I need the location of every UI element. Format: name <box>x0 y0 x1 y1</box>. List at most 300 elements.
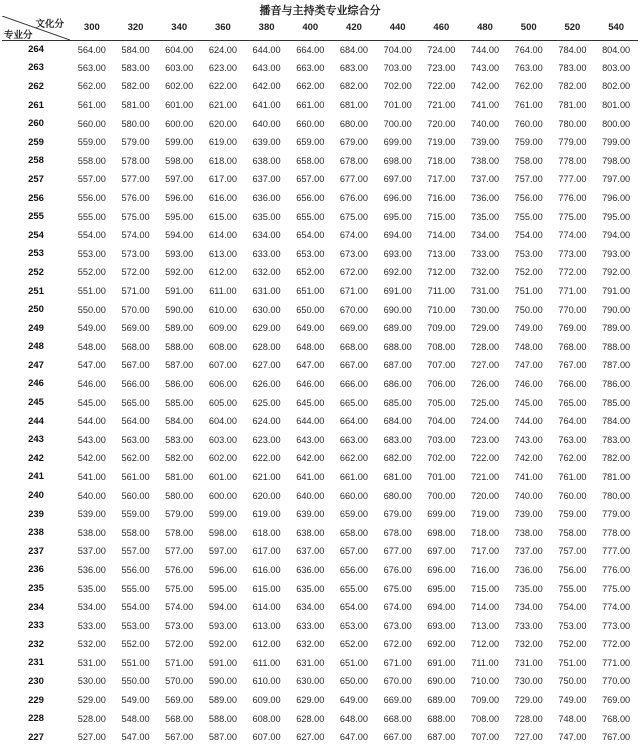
combined-score-cell: 739.00 <box>514 509 543 520</box>
combined-score-cell: 601.00 <box>165 100 194 111</box>
combined-score-cell: 670.00 <box>383 676 412 687</box>
corner-cell <box>2 16 70 40</box>
combined-score-cell: 766.00 <box>558 378 587 389</box>
combined-score-cell: 540.00 <box>77 490 106 501</box>
combined-score-cell: 710.00 <box>470 676 500 687</box>
major-score-cell: 248 <box>28 341 44 353</box>
column-header: 400 <box>288 16 332 40</box>
combined-score-cell: 776.00 <box>602 564 631 575</box>
combined-score-cell: 557.00 <box>77 174 106 185</box>
combined-score-cell: 572.00 <box>121 267 150 278</box>
column-header: 440 <box>376 16 420 40</box>
combined-score-cell: 653.00 <box>339 620 369 631</box>
combined-score-cell: 712.00 <box>427 267 456 278</box>
table-row <box>2 189 638 208</box>
combined-score-cell: 758.00 <box>558 527 587 538</box>
combined-score-cell: 558.00 <box>121 527 150 538</box>
combined-score-cell: 570.00 <box>121 304 150 315</box>
combined-score-cell: 573.00 <box>121 248 150 259</box>
combined-score-cell: 749.00 <box>514 323 543 334</box>
combined-score-cell: 544.00 <box>77 416 106 427</box>
combined-score-cell: 762.00 <box>514 81 543 92</box>
combined-score-cell: 771.00 <box>602 657 631 668</box>
combined-score-cell: 637.00 <box>252 174 281 185</box>
table-row <box>2 263 638 282</box>
combined-score-cell: 671.00 <box>383 657 412 668</box>
combined-score-cell: 689.00 <box>383 323 412 334</box>
combined-score-cell: 581.00 <box>165 471 194 482</box>
combined-score-cell: 584.00 <box>165 416 194 427</box>
combined-score-cell: 645.00 <box>296 397 325 408</box>
combined-score-cell: 623.00 <box>208 62 237 73</box>
combined-score-cell: 589.00 <box>208 695 237 706</box>
table-row <box>2 96 638 115</box>
combined-score-cell: 588.00 <box>165 341 194 352</box>
combined-score-cell: 770.00 <box>602 676 631 687</box>
combined-score-cell: 778.00 <box>558 155 587 166</box>
combined-score-cell: 803.00 <box>602 62 631 73</box>
table-row <box>2 654 638 673</box>
combined-score-cell: 604.00 <box>208 416 237 427</box>
combined-score-cell: 551.00 <box>77 286 106 297</box>
combined-score-cell: 657.00 <box>296 174 325 185</box>
combined-score-cell: 531.00 <box>77 657 106 668</box>
combined-score-cell: 652.00 <box>296 267 325 278</box>
combined-score-cell: 704.00 <box>427 416 456 427</box>
table-row <box>2 356 638 375</box>
combined-score-cell: 752.00 <box>514 267 543 278</box>
combined-score-cell: 624.00 <box>252 416 281 427</box>
combined-score-cell: 736.00 <box>470 193 500 204</box>
combined-score-cell: 655.00 <box>339 583 369 594</box>
combined-score-cell: 724.00 <box>427 44 456 55</box>
combined-score-cell: 654.00 <box>339 602 369 613</box>
combined-score-cell: 750.00 <box>558 676 587 687</box>
combined-score-cell: 666.00 <box>339 378 369 389</box>
combined-score-cell: 741.00 <box>470 100 500 111</box>
combined-score-cell: 649.00 <box>339 695 369 706</box>
combined-score-cell: 696.00 <box>383 193 412 204</box>
major-score-cell: 240 <box>28 490 44 502</box>
combined-score-cell: 586.00 <box>165 378 194 389</box>
combined-score-cell: 662.00 <box>296 81 325 92</box>
table-row <box>2 375 638 394</box>
combined-score-cell: 547.00 <box>121 732 150 743</box>
combined-score-cell: 613.00 <box>252 620 281 631</box>
combined-score-cell: 713.00 <box>427 248 456 259</box>
combined-score-cell: 612.00 <box>208 267 237 278</box>
combined-score-cell: 647.00 <box>339 732 369 743</box>
combined-score-cell: 781.00 <box>602 471 631 482</box>
combined-score-cell: 787.00 <box>602 360 631 371</box>
combined-score-cell: 607.00 <box>208 360 237 371</box>
combined-score-cell: 626.00 <box>252 378 281 389</box>
combined-score-cell: 549.00 <box>77 323 106 334</box>
table-row <box>2 598 638 617</box>
combined-score-cell: 636.00 <box>296 564 325 575</box>
combined-score-cell: 669.00 <box>383 695 412 706</box>
table-row <box>2 170 638 189</box>
combined-score-cell: 791.00 <box>602 286 631 297</box>
combined-score-cell: 698.00 <box>383 155 412 166</box>
combined-score-cell: 687.00 <box>427 732 456 743</box>
combined-score-cell: 719.00 <box>427 137 456 148</box>
combined-score-cell: 575.00 <box>121 211 150 222</box>
combined-score-cell: 669.00 <box>339 323 369 334</box>
combined-score-cell: 632.00 <box>296 639 325 650</box>
combined-score-cell: 781.00 <box>558 100 587 111</box>
combined-score-cell: 642.00 <box>252 81 281 92</box>
major-score-cell: 264 <box>28 44 44 56</box>
combined-score-cell: 748.00 <box>514 341 543 352</box>
combined-score-cell: 783.00 <box>558 62 587 73</box>
combined-score-cell: 567.00 <box>165 732 194 743</box>
major-score-cell: 246 <box>28 378 44 390</box>
combined-score-cell: 603.00 <box>165 62 194 73</box>
combined-score-cell: 579.00 <box>165 509 194 520</box>
combined-score-cell: 563.00 <box>121 434 150 445</box>
major-score-label: 专业分 <box>4 29 33 40</box>
major-score-cell: 260 <box>28 118 44 130</box>
combined-score-cell: 785.00 <box>602 397 631 408</box>
combined-score-cell: 646.00 <box>296 378 325 389</box>
combined-score-cell: 731.00 <box>470 286 500 297</box>
combined-score-cell: 693.00 <box>383 248 412 259</box>
combined-score-cell: 702.00 <box>383 81 412 92</box>
combined-score-cell: 668.00 <box>383 713 412 724</box>
combined-score-cell: 736.00 <box>514 564 543 575</box>
table-row <box>2 40 638 59</box>
major-score-cell: 249 <box>28 322 44 334</box>
major-score-cell: 239 <box>28 508 44 520</box>
column-header: 520 <box>551 16 595 40</box>
combined-score-cell: 565.00 <box>121 397 150 408</box>
combined-score-cell: 756.00 <box>558 564 587 575</box>
combined-score-cell: 792.00 <box>602 267 631 278</box>
combined-score-cell: 618.00 <box>252 527 281 538</box>
combined-score-cell: 559.00 <box>121 509 150 520</box>
culture-score-label: 文化分 <box>35 19 64 30</box>
combined-score-cell: 630.00 <box>252 304 281 315</box>
combined-score-cell: 737.00 <box>470 174 500 185</box>
combined-score-cell: 686.00 <box>383 378 412 389</box>
combined-score-cell: 602.00 <box>165 81 194 92</box>
combined-score-cell: 722.00 <box>470 453 500 464</box>
major-score-cell: 251 <box>28 285 44 297</box>
combined-score-cell: 559.00 <box>77 137 106 148</box>
combined-score-cell: 661.00 <box>296 100 325 111</box>
combined-score-cell: 592.00 <box>208 639 237 650</box>
combined-score-cell: 708.00 <box>427 341 456 352</box>
combined-score-cell: 718.00 <box>470 527 500 538</box>
combined-score-cell: 676.00 <box>339 193 369 204</box>
combined-score-cell: 713.00 <box>470 620 500 631</box>
combined-score-cell: 654.00 <box>296 230 325 241</box>
combined-score-cell: 616.00 <box>252 564 281 575</box>
combined-score-cell: 633.00 <box>252 248 281 259</box>
combined-score-cell: 774.00 <box>602 602 631 613</box>
combined-score-cell: 789.00 <box>602 323 631 334</box>
combined-score-cell: 639.00 <box>252 137 281 148</box>
combined-score-cell: 610.00 <box>208 304 237 315</box>
combined-score-cell: 569.00 <box>121 323 150 334</box>
combined-score-cell: 658.00 <box>339 527 369 538</box>
combined-score-cell: 628.00 <box>252 341 281 352</box>
major-score-cell: 230 <box>28 675 44 687</box>
combined-score-cell: 797.00 <box>602 174 631 185</box>
major-score-cell: 256 <box>28 192 44 204</box>
combined-score-cell: 689.00 <box>427 695 456 706</box>
combined-score-cell: 804.00 <box>602 44 631 55</box>
combined-score-cell: 557.00 <box>121 546 150 557</box>
combined-score-cell: 536.00 <box>77 564 106 575</box>
combined-score-cell: 725.00 <box>470 397 500 408</box>
table-row <box>2 468 638 487</box>
combined-score-cell: 730.00 <box>470 304 500 315</box>
combined-score-cell: 799.00 <box>602 137 631 148</box>
combined-score-cell: 627.00 <box>296 732 325 743</box>
combined-score-cell: 640.00 <box>296 490 325 501</box>
combined-score-cell: 569.00 <box>165 695 194 706</box>
combined-score-cell: 698.00 <box>427 527 456 538</box>
combined-score-cell: 665.00 <box>339 397 369 408</box>
major-score-cell: 236 <box>28 564 44 576</box>
major-score-cell: 262 <box>28 80 44 92</box>
major-score-cell: 252 <box>28 266 44 278</box>
combined-score-cell: 732.00 <box>470 267 500 278</box>
combined-score-cell: 753.00 <box>558 620 587 631</box>
combined-score-cell: 590.00 <box>165 304 194 315</box>
table-row <box>2 449 638 468</box>
combined-score-cell: 700.00 <box>383 118 412 129</box>
column-header: 300 <box>70 16 114 40</box>
combined-score-cell: 728.00 <box>470 341 500 352</box>
table-row <box>2 319 638 338</box>
combined-score-cell: 777.00 <box>602 546 631 557</box>
combined-score-cell: 622.00 <box>208 81 237 92</box>
combined-score-cell: 767.00 <box>558 360 587 371</box>
combined-score-cell: 545.00 <box>77 397 106 408</box>
combined-score-cell: 641.00 <box>296 471 325 482</box>
combined-score-cell: 776.00 <box>558 193 587 204</box>
combined-score-cell: 685.00 <box>383 397 412 408</box>
combined-score-cell: 740.00 <box>514 490 543 501</box>
combined-score-cell: 664.00 <box>339 416 369 427</box>
combined-score-cell: 614.00 <box>208 230 237 241</box>
combined-score-cell: 697.00 <box>383 174 412 185</box>
combined-score-cell: 756.00 <box>514 193 543 204</box>
combined-score-cell: 800.00 <box>602 118 631 129</box>
combined-score-cell: 607.00 <box>252 732 281 743</box>
table-row <box>2 245 638 264</box>
major-score-cell: 237 <box>28 545 44 557</box>
combined-score-cell: 679.00 <box>339 137 369 148</box>
combined-score-cell: 660.00 <box>296 118 325 129</box>
major-score-cell: 257 <box>28 173 44 185</box>
combined-score-cell: 767.00 <box>602 732 631 743</box>
table-row <box>2 412 638 431</box>
combined-score-cell: 727.00 <box>470 360 500 371</box>
major-score-cell: 245 <box>28 397 44 409</box>
combined-score-cell: 743.00 <box>470 62 500 73</box>
combined-score-cell: 794.00 <box>602 230 631 241</box>
combined-score-cell: 553.00 <box>77 248 106 259</box>
combined-score-cell: 733.00 <box>514 620 543 631</box>
combined-score-cell: 580.00 <box>165 490 194 501</box>
combined-score-cell: 769.00 <box>558 323 587 334</box>
combined-score-cell: 751.00 <box>514 286 543 297</box>
combined-score-cell: 617.00 <box>208 174 237 185</box>
combined-score-cell: 755.00 <box>514 211 543 222</box>
combined-score-cell: 637.00 <box>296 546 325 557</box>
combined-score-cell: 730.00 <box>514 676 543 687</box>
combined-score-cell: 764.00 <box>514 44 543 55</box>
combined-score-cell: 739.00 <box>470 137 500 148</box>
combined-score-cell: 793.00 <box>602 248 631 259</box>
combined-score-cell: 583.00 <box>165 434 194 445</box>
combined-score-cell: 679.00 <box>383 509 412 520</box>
combined-score-cell: 552.00 <box>77 267 106 278</box>
combined-score-cell: 620.00 <box>208 118 237 129</box>
combined-score-cell: 558.00 <box>77 155 106 166</box>
combined-score-cell: 631.00 <box>252 286 281 297</box>
combined-score-cell: 784.00 <box>558 44 587 55</box>
combined-score-cell: 798.00 <box>602 155 631 166</box>
combined-score-cell: 709.00 <box>427 323 456 334</box>
combined-score-cell: 674.00 <box>339 230 369 241</box>
combined-score-cell: 687.00 <box>383 360 412 371</box>
table-row <box>2 709 638 728</box>
table-row <box>2 672 638 691</box>
combined-score-cell: 746.00 <box>514 378 543 389</box>
combined-score-cell: 638.00 <box>252 155 281 166</box>
table-body <box>2 40 638 747</box>
combined-score-cell: 582.00 <box>121 81 150 92</box>
combined-score-cell: 734.00 <box>514 602 543 613</box>
major-score-cell: 228 <box>28 713 44 725</box>
combined-score-cell: 592.00 <box>165 267 194 278</box>
combined-score-cell: 742.00 <box>514 453 543 464</box>
major-score-cell: 259 <box>28 136 44 148</box>
combined-score-cell: 731.00 <box>514 657 543 668</box>
combined-score-cell: 680.00 <box>339 118 369 129</box>
combined-score-cell: 704.00 <box>383 44 412 55</box>
combined-score-cell: 721.00 <box>427 100 456 111</box>
major-score-cell: 250 <box>28 304 44 316</box>
major-score-cell: 232 <box>28 638 44 650</box>
major-score-cell: 255 <box>28 211 44 223</box>
combined-score-cell: 609.00 <box>208 323 237 334</box>
table-row <box>2 579 638 598</box>
combined-score-cell: 676.00 <box>383 564 412 575</box>
column-header: 420 <box>332 16 376 40</box>
combined-score-cell: 790.00 <box>602 304 631 315</box>
combined-score-cell: 550.00 <box>121 676 150 687</box>
combined-score-cell: 703.00 <box>427 434 456 445</box>
combined-score-cell: 697.00 <box>427 546 456 557</box>
combined-score-cell: 620.00 <box>252 490 281 501</box>
combined-score-cell: 708.00 <box>470 713 500 724</box>
combined-score-cell: 629.00 <box>252 323 281 334</box>
combined-score-cell: 760.00 <box>514 118 543 129</box>
combined-score-cell: 606.00 <box>208 378 237 389</box>
combined-score-cell: 683.00 <box>383 434 412 445</box>
major-score-cell: 244 <box>28 415 44 427</box>
combined-score-cell: 677.00 <box>383 546 412 557</box>
combined-score-cell: 623.00 <box>252 434 281 445</box>
combined-score-cell: 717.00 <box>427 174 456 185</box>
combined-score-cell: 734.00 <box>470 230 500 241</box>
combined-score-cell: 722.00 <box>427 81 456 92</box>
combined-score-cell: 732.00 <box>514 639 543 650</box>
combined-score-cell: 663.00 <box>339 434 369 445</box>
combined-score-cell: 643.00 <box>252 62 281 73</box>
combined-score-cell: 622.00 <box>252 453 281 464</box>
major-score-cell: 258 <box>28 155 44 167</box>
combined-score-cell: 691.00 <box>427 657 456 668</box>
combined-score-cell: 700.00 <box>427 490 456 501</box>
combined-score-cell: 760.00 <box>558 490 587 501</box>
table-row <box>2 486 638 505</box>
combined-score-cell: 701.00 <box>383 100 412 111</box>
combined-score-cell: 579.00 <box>121 137 150 148</box>
combined-score-cell: 597.00 <box>165 174 194 185</box>
combined-score-cell: 583.00 <box>121 62 150 73</box>
column-header: 380 <box>245 16 289 40</box>
combined-score-cell: 615.00 <box>208 211 237 222</box>
combined-score-cell: 777.00 <box>558 174 587 185</box>
combined-score-cell: 533.00 <box>77 620 106 631</box>
combined-score-cell: 576.00 <box>121 193 150 204</box>
combined-score-cell: 561.00 <box>121 471 150 482</box>
combined-score-cell: 674.00 <box>383 602 412 613</box>
combined-score-cell: 560.00 <box>77 118 106 129</box>
combined-score-cell: 619.00 <box>252 509 281 520</box>
combined-score-cell: 711.00 <box>471 657 499 668</box>
combined-score-cell: 684.00 <box>383 416 412 427</box>
combined-score-cell: 572.00 <box>165 639 194 650</box>
combined-score-cell: 671.00 <box>339 286 369 297</box>
column-header: 360 <box>201 16 245 40</box>
combined-score-cell: 556.00 <box>77 193 106 204</box>
combined-score-cell: 738.00 <box>470 155 500 166</box>
combined-score-cell: 548.00 <box>121 713 150 724</box>
combined-score-cell: 715.00 <box>470 583 500 594</box>
combined-score-cell: 547.00 <box>77 360 106 371</box>
combined-score-cell: 752.00 <box>558 639 587 650</box>
combined-score-cell: 647.00 <box>296 360 325 371</box>
combined-score-cell: 571.00 <box>121 286 150 297</box>
combined-score-cell: 561.00 <box>77 100 106 111</box>
combined-score-cell: 690.00 <box>383 304 412 315</box>
combined-score-cell: 769.00 <box>602 695 631 706</box>
combined-score-cell: 770.00 <box>558 304 587 315</box>
combined-score-cell: 796.00 <box>602 193 631 204</box>
combined-score-cell: 754.00 <box>514 230 543 241</box>
combined-score-cell: 650.00 <box>296 304 325 315</box>
combined-score-cell: 678.00 <box>339 155 369 166</box>
table-row <box>2 430 638 449</box>
combined-score-cell: 753.00 <box>514 248 543 259</box>
combined-score-cell: 580.00 <box>121 118 150 129</box>
combined-score-cell: 695.00 <box>383 211 412 222</box>
combined-score-cell: 641.00 <box>252 100 281 111</box>
major-score-cell: 247 <box>28 359 44 371</box>
combined-score-cell: 795.00 <box>602 211 631 222</box>
combined-score-cell: 729.00 <box>470 323 500 334</box>
major-score-cell: 233 <box>28 620 44 632</box>
combined-score-cell: 667.00 <box>383 732 412 743</box>
